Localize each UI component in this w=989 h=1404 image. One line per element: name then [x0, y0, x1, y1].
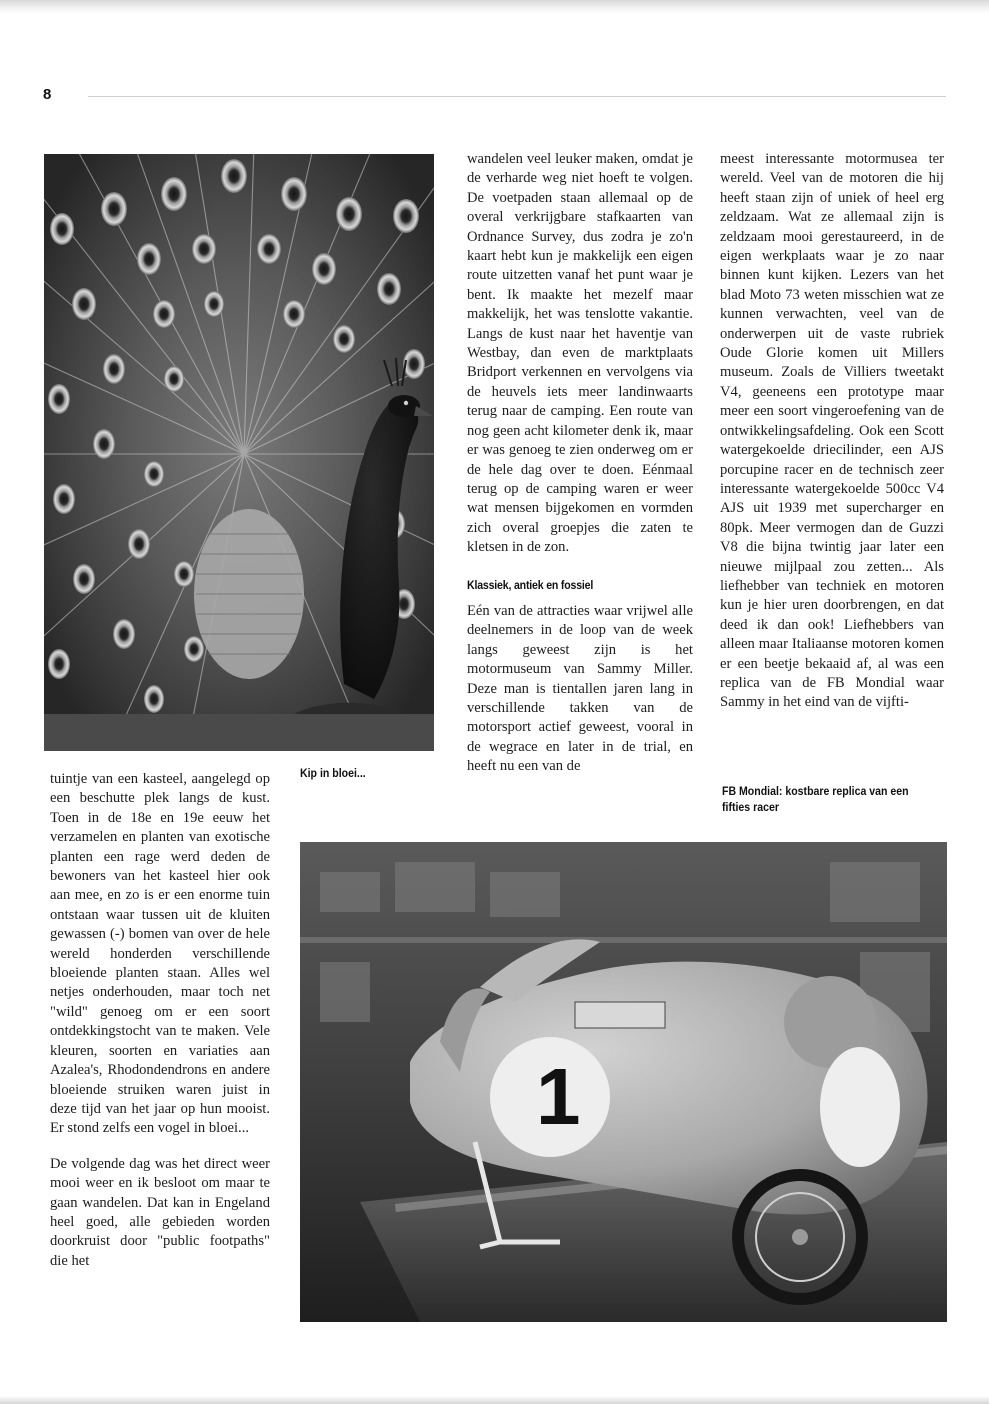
- peacock-illustration: [44, 154, 434, 751]
- race-number-badge: 1: [536, 1052, 581, 1141]
- motorcycle-illustration: [300, 842, 947, 1322]
- header-rule: [88, 96, 946, 97]
- col1-paragraph-2: De volgende dag was het direct weer mooi weer en ik besloot om maar te gaan wandelen. Dat kan in Engeland heel goed, alle gebieden worden doorkruist door "public footpaths" die het: [50, 1155, 270, 1269]
- motorcycle-photo: [300, 842, 947, 1322]
- col1-paragraph-1: tuintje van een kasteel, aangelegd op een beschutte plek langs de kust. Toen in de 18e en 19e eeuw het verzamelen en planten van exotische planten een rage werd deden de bewoners van het kasteel hier ook aan mee, en zo is er een enorme tuin ontstaan waar tussen uit de kluiten gewassen (-) bomen van over de hele wereld honderden verschillende bloeiende planten staan. Alles wel netjes onderhouden, maar toch net "wild" genoeg om er een soort ontdekkingstocht van te maken. Vele kleuren, soorten en variaties aan Azalea's, Rhodondendrons en andere bloeiende struiken waren juist in deze tijd van het jaar op hun mooist. Er stond zelfs een vogel in bloei...: [50, 771, 270, 1137]
- section-heading: Klassiek, antiek en fossiel: [467, 577, 594, 592]
- mondial-caption: FB Mondial: kostbare replica van een fifties racer: [722, 784, 909, 814]
- text-column-2: [467, 150, 693, 777]
- peacock-caption: Kip in bloei...: [300, 766, 366, 780]
- text-column-1: [50, 770, 270, 1271]
- page-bottom-edge: [0, 1396, 989, 1404]
- col2-paragraph-1: wandelen veel leuker maken, omdat je de verharde weg niet hoeft te volgen. De voetpaden staan allemaal op de overal verkrijgbare stafkaarten van Ordnance Survey, dus zodra je zo'n kaart hebt kun je makkelijk een eigen route uitzetten vanaf het punt waar je bent. Ik maakte het mezelf maar makkelijk, het was tenslotte vakantie. Langs de kust naar het haventje van Westbay, dan even de marktplaats Bridport verkennen en vervolgens via de heuvels iets meer landinwaarts terug naar de camping. Een route van nog geen acht kilometer denk ik, maar er was genoeg te zien onderweg om er de hele dag over te doen. Eénmaal terug op de camping waren er weer wat mensen bijgekomen en vormden zich overal groepjes die zaten te kletsen in de zon.: [467, 151, 693, 556]
- col2-paragraph-2: Eén van de attracties waar vrijwel alle deelnemers in de loop van de week langs geweest zijn is het motormuseum van Sammy Miller. Deze man is tientallen jaren lang in verschillende takken van de motorsport actief geweest, vooral in de wegrace en later in de trial, en heeft nu een van de: [467, 602, 693, 775]
- page-number: 8: [43, 86, 52, 103]
- peacock-photo: [44, 154, 434, 751]
- col3-paragraph-1: meest interessante motormusea ter wereld. Veel van de motoren die hij heeft staan zijn of uniek of heel erg zeldzaam. Wat ze allemaal zijn is zeldzaam mooi gerestaureerd, in de eigen werkplaats waar je zo naar binnen kunt kijken. Lezers van het blad Moto 73 weten misschien wat ze kunnen verwachten, veel van de onderwerpen uit de vaste rubriek Oude Glorie komen uit Millers museum. Zoals de Villiers tweetakt V4, geeneens een prototype maar meer een soort vingeroefening van de ontwikkelingsafdeling. Ook een Scott watergekoelde driecilinder, een AJS porcupine racer en de technisch zeer interessante watergekoelde 500cc V4 AJS uit 1939 met supercharger en 80pk. Meer vermogen dan de Guzzi V8 die bijna twintig jaar later een nieuwe mijlpaal zou zetten... Als liefhebber van techniek en motoren kun je hier uren doorbrengen, en dat deed ik dan ook! Liefhebbers van alleen maar Italiaanse motoren komen er een beetje bekaaid af, al was een replica van de FB Mondial waar Sammy in het eind van de vijfti-: [720, 151, 944, 711]
- page-top-edge: [0, 0, 989, 14]
- text-column-3: [720, 150, 944, 713]
